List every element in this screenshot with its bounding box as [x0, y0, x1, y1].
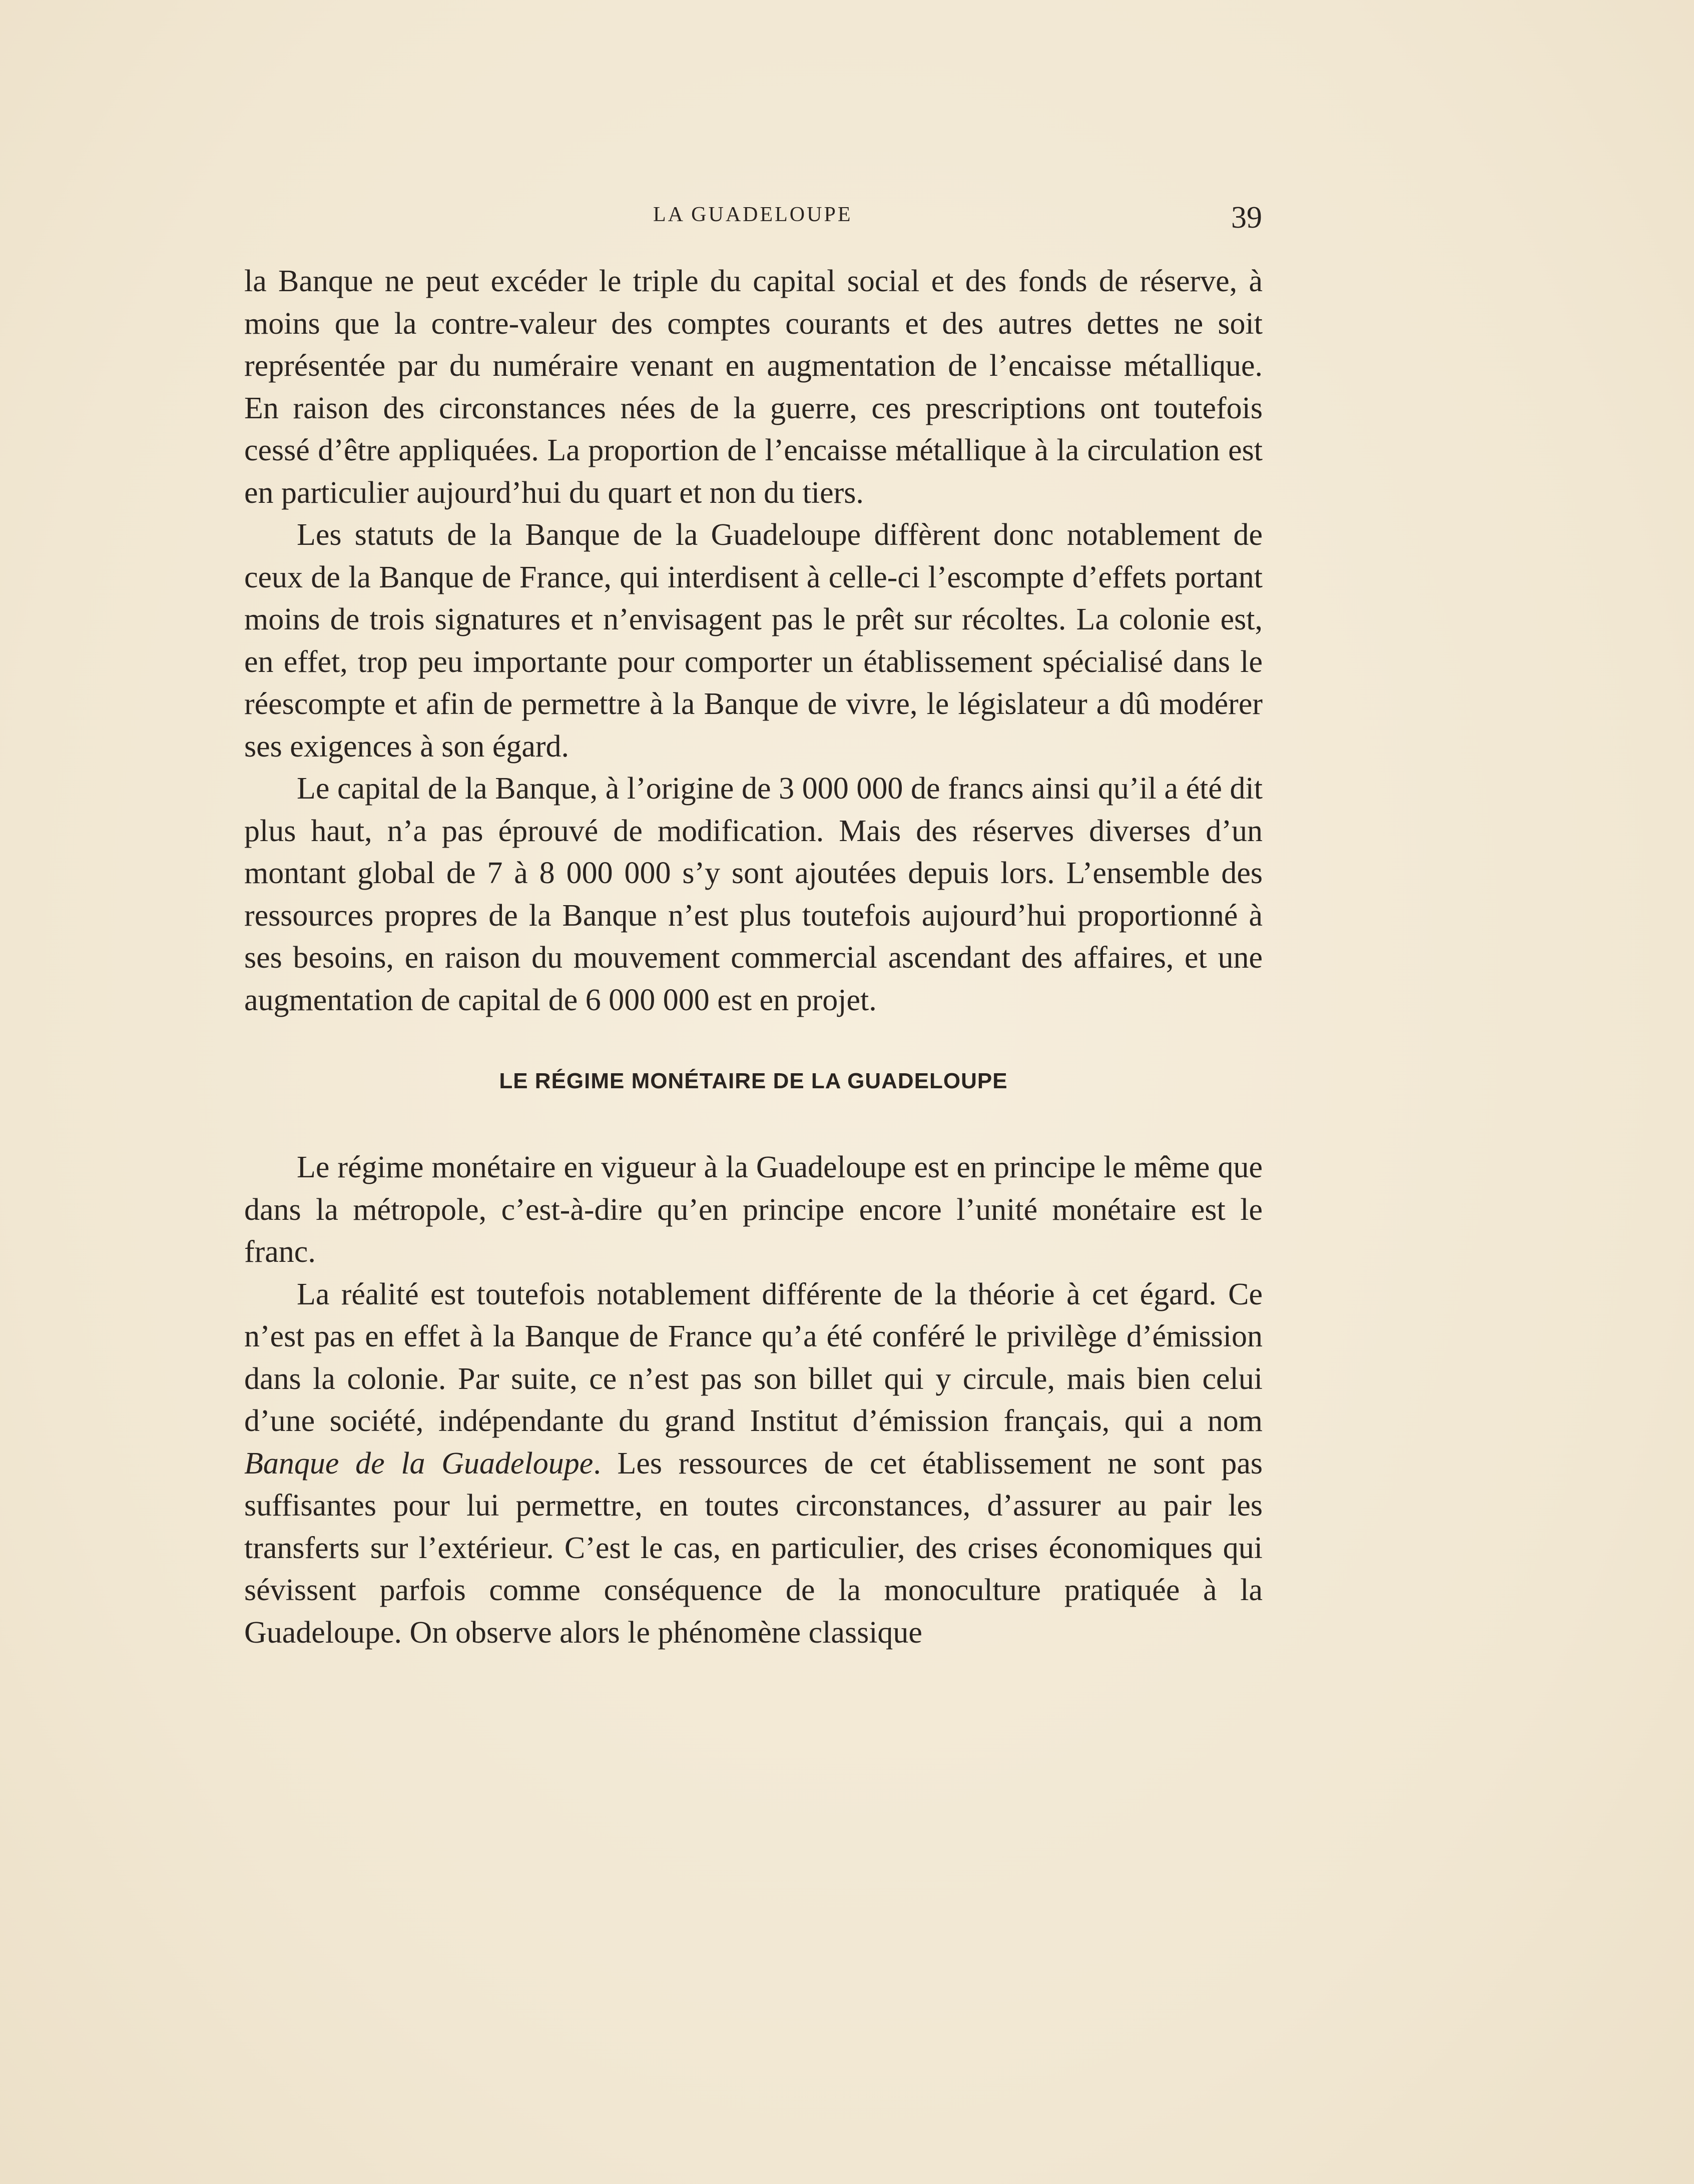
bank-name-italic: Banque de la Guadeloupe — [244, 1446, 594, 1481]
paragraph-5 — [244, 1273, 1263, 1654]
paragraph-2: Les statuts de la Banque de la Guadeloupe diffèrent donc notablement de ceux de la Banque de France, qui interdisent à celle-ci l’escompte d’effets portant moins de trois signatures et n’envisagent pas le prêt sur récoltes. La colonie est, en effet, trop peu importante pour comporter un établissement spécialisé dans le réescompte et afin de permettre à la Banque de vivre, le législateur a dû modérer ses exigences à son égard. — [244, 518, 1263, 764]
section-title: LE RÉGIME MONÉTAIRE DE LA GUADELOUPE — [499, 1069, 1008, 1093]
running-head: LA GUADELOUPE — [653, 203, 853, 226]
paragraph-5-part-2: . Les ressources de cet établissement ne sont pas suffisantes pour lui permettre, en toutes circonstances, d’assurer au pair les transferts sur l’extérieur. C’est le cas, en particulier, des crises économiques qui sévissent parfois comme conséquence de la monoculture pratiquée à la Guadeloupe. On observe alors le phénomène classique — [244, 1446, 1263, 1650]
body-text — [244, 260, 1263, 1654]
paragraph-3: Le capital de la Banque, à l’origine de 3 000 000 de francs ainsi qu’il a été dit plus haut, n’a pas éprouvé de modification. Mais des réserves diverses d’un montant global de 7 à 8 000 000 s’y sont ajoutées depuis lors. L’ensemble des ressources propres de la Banque n’est plus toutefois aujourd’hui proportionné à ses besoins, en raison du mouvement commercial ascendant des affaires, et une augmentation de capital de 6 000 000 est en projet. — [244, 772, 1263, 1017]
paragraph-4: Le régime monétaire en vigueur à la Guadeloupe est en principe le même que dans la métropole, c’est-à-dire qu’en principe encore l’unité monétaire est le franc. — [244, 1150, 1263, 1269]
paragraph-1: la Banque ne peut excéder le triple du capital social et des fonds de réserve, à moins que la contre-valeur des comptes courants et des autres dettes ne soit représentée par du numéraire venant en augmentation de l’encaisse métallique. En raison des circonstances nées de la guerre, ces prescriptions ont toutefois cessé d’être appliquées. La proportion de l’encaisse métallique à la circulation est en particulier aujourd’hui du quart et non du tiers. — [244, 264, 1263, 510]
paragraph-5-part-1: La réalité est toutefois notablement différente de la théorie à cet égard. Ce n’est pas en effet à la Banque de France qu’a été conféré le privilège d’émission dans la colonie. Par suite, ce n’est pas son billet qui y circule, mais bien celui d’une société, indépendante du grand Institut d’émission français, qui a nom — [244, 1277, 1263, 1438]
page-number: 39 — [1231, 201, 1262, 235]
